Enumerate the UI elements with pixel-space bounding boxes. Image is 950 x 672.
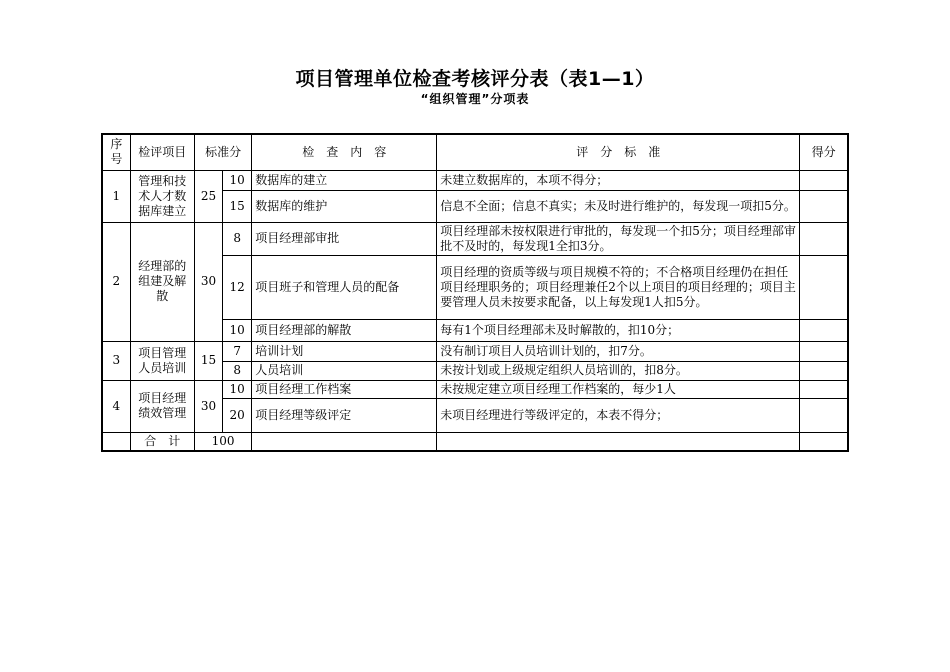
header-row [102,134,848,170]
row-score-cell[interactable] [800,170,848,190]
row-content: 人员培训 [252,361,437,380]
table-row [102,380,848,398]
group-total: 15 [194,341,222,380]
row-score-cell[interactable] [800,398,848,432]
row-content: 项目经理工作档案 [252,380,437,398]
row-criteria: 未项目经理进行等级评定的，本表不得分； [437,398,800,432]
row-score-cell[interactable] [800,222,848,255]
row-points: 10 [223,380,252,398]
row-points: 8 [223,222,252,255]
row-criteria: 未按计划或上级规定组织人员培训的，扣8分。 [437,361,800,380]
row-content: 项目班子和管理人员的配备 [252,255,437,319]
total-blank-cell [437,432,800,451]
row-criteria: 每有1个项目经理部未及时解散的，扣10分； [437,319,800,341]
row-points: 7 [223,341,252,361]
group-total: 25 [194,170,222,222]
group-name: 项目管理人员培训 [130,341,194,380]
row-points: 12 [223,255,252,319]
table-row [102,170,848,190]
row-content: 数据库的建立 [252,170,437,190]
row-points: 15 [223,190,252,222]
total-row [102,432,848,451]
group-seq: 1 [102,170,130,222]
row-content: 数据库的维护 [252,190,437,222]
header-standard-score: 标准分 [194,134,251,170]
row-points: 10 [223,319,252,341]
total-blank-cell [252,432,437,451]
header-score: 得分 [800,134,848,170]
header-item: 检评项目 [130,134,194,170]
row-criteria: 未按规定建立项目经理工作档案的，每少1人 [437,380,800,398]
header-criteria: 评 分 标 准 [437,134,800,170]
total-blank-cell [102,432,130,451]
row-score-cell[interactable] [800,255,848,319]
group-total: 30 [194,222,222,341]
row-score-cell[interactable] [800,361,848,380]
row-score-cell[interactable] [800,341,848,361]
group-total: 30 [194,380,222,432]
table-row [102,341,848,361]
header-content: 检 查 内 容 [252,134,437,170]
group-name: 管理和技术人才数据库建立 [130,170,194,222]
group-seq: 2 [102,222,130,341]
scoring-table [101,133,849,452]
document-subtitle: “组织管理”分项表 [420,92,530,106]
row-criteria: 项目经理的资质等级与项目规模不符的；不合格项目经理仍在担任项目经理职务的；项目经理兼任2个以上项目的项目经理的；项目主要管理人员未按要求配备，以上每发现1人扣5分。 [437,255,800,319]
total-label: 合 计 [130,432,194,451]
row-criteria: 没有制订项目人员培训计划的，扣7分。 [437,341,800,361]
group-seq: 3 [102,341,130,380]
row-points: 20 [223,398,252,432]
row-criteria: 信息不全面；信息不真实；未及时进行维护的，每发现一项扣5分。 [437,190,800,222]
row-criteria: 未建立数据库的，本项不得分； [437,170,800,190]
group-name: 项目经理绩效管理 [130,380,194,432]
document-title: 项目管理单位检查考核评分表（表1—1） [295,68,655,90]
row-points: 10 [223,170,252,190]
row-content: 项目经理等级评定 [252,398,437,432]
row-content: 项目经理部的解散 [252,319,437,341]
group-seq: 4 [102,380,130,432]
total-value: 100 [194,432,251,451]
row-score-cell[interactable] [800,319,848,341]
row-points: 8 [223,361,252,380]
row-content: 项目经理部审批 [252,222,437,255]
row-score-cell[interactable] [800,380,848,398]
row-content: 培训计划 [252,341,437,361]
row-score-cell[interactable] [800,190,848,222]
group-name: 经理部的组建及解散 [130,222,194,341]
row-criteria: 项目经理部未按权限进行审批的，每发现一个扣5分；项目经理部审批不及时的，每发现1全扣3分。 [437,222,800,255]
total-score-cell[interactable] [800,432,848,451]
table-row [102,222,848,255]
header-seq: 序号 [102,134,130,170]
